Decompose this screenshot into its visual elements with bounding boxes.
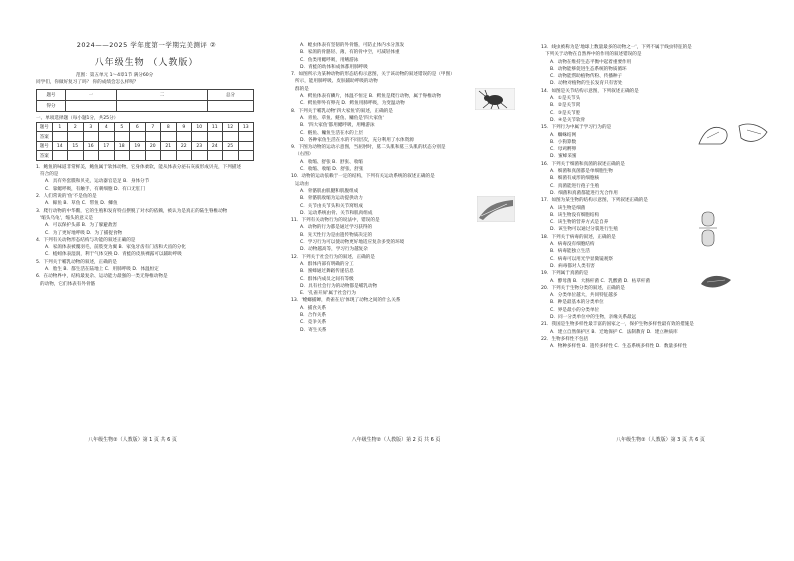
- exam-title: 2024——2025 学年度第一学期完美测评 ②: [76, 41, 217, 49]
- option-line: D．各种家鱼生活在水的不同层次，充分利用了水体资源: [300, 137, 414, 143]
- option-line: B．先天性行为是由遗传物质决定的: [300, 232, 373, 238]
- option-line: C．动物能帮助植物传粉、传播种子: [550, 74, 623, 80]
- option-line: A．家鸽体表被覆羽毛，前肢变为翼 B．家兔牙齿有门齿和犬齿的分化: [45, 245, 186, 251]
- option-line: A．鳄鱼体表有鳞片，体温不恒定 B．鳄鱼是爬行动物，属于脊椎动物: [300, 94, 441, 100]
- joint-figure: [695, 118, 771, 148]
- question-line: 下列关于动物在自然界中的作用的叙述错误的是: [545, 52, 642, 58]
- question-line: 3．爬行动物的中华鳖，它的生殖和发育特点摆脱了对水的依赖，被认为是真正的陆生脊椎动物: [36, 208, 228, 214]
- option-line: D．病毒都对人类有害: [550, 263, 595, 269]
- answer-number: 20: [145, 141, 161, 151]
- answer-cell[interactable]: [192, 132, 208, 142]
- answer-number: 22: [176, 141, 192, 151]
- score-table: [36, 89, 254, 112]
- option-line: D．动物对植物的生长发育只有害处: [550, 81, 623, 87]
- answer-number: 17: [99, 141, 115, 151]
- option-line: A．该生物是细菌: [550, 205, 586, 211]
- option-line: B．'四大家鱼'都用鳃呼吸，用鳍游泳: [300, 123, 375, 129]
- question-line: 11．下列有关动物行为的说法中，错误的是: [291, 218, 380, 224]
- option-line: B．蜜蜂通过舞蹈传递信息: [300, 269, 354, 275]
- answer-number: 25: [223, 141, 239, 151]
- option-line: A．细菌和真菌都是单细胞生物: [550, 169, 613, 175]
- question-line: 群的是: [295, 86, 309, 92]
- page-footer: 八年级生物②（人教版）第 2 页 共 6 页: [351, 437, 441, 443]
- option-line: D．青蛙的幼体和成体都用肺呼吸: [300, 64, 368, 70]
- option-line: B．②是关节窝: [550, 103, 581, 109]
- answer-cell[interactable]: [207, 132, 223, 142]
- question-line: 运动由: [295, 181, 309, 187]
- question-line: 2．人们常说的'鱼'不是鱼的是: [36, 194, 97, 200]
- answer-number: 4: [99, 122, 115, 132]
- option-line: D．动物越高等，学习行为越复杂: [300, 247, 368, 253]
- option-line: A．分类单位越大，共同特征越多: [550, 293, 618, 299]
- answer-cell[interactable]: [238, 132, 254, 142]
- option-line: B．种是最基本的分类单位: [550, 300, 604, 306]
- answer-cell[interactable]: [176, 151, 192, 161]
- option-line: A．青鱼、草鱼、鲢鱼、鳙鱼是'四大家鱼': [300, 115, 384, 121]
- answer-cell[interactable]: [145, 151, 161, 161]
- option-line: A．胎生 B．都生活在陆地上 C．用肺呼吸 D．体温恒定: [45, 267, 159, 273]
- insect-figure: [475, 88, 515, 110]
- section-heading: 一、单项选择题（每小题1分，共25分）: [36, 115, 119, 121]
- page-column-2: [265, 0, 527, 561]
- option-line: B．该生物没有细胞结构: [550, 212, 600, 218]
- answer-number: 9: [176, 122, 192, 132]
- option-line: A．物种多样性 B．遗传多样性 C．生态系统多样性 D．数量多样性: [550, 344, 687, 350]
- question-list: [291, 42, 519, 334]
- answer-number: 13: [238, 122, 254, 132]
- answer-header: 题号: [37, 122, 53, 132]
- answer-number: 5: [114, 122, 130, 132]
- option-line: C．靠鳃呼吸，有触手，有刺细胞 D．有口无肛门: [45, 186, 146, 192]
- option-line: A．鲸鱼 B．草鱼 C．带鱼 D．鲫鱼: [45, 201, 118, 207]
- answer-cell[interactable]: [161, 132, 177, 142]
- option-line: D．细菌和真菌都能进行光合作用: [550, 190, 618, 196]
- answer-cell[interactable]: [114, 151, 130, 161]
- question-line: 9．下图为动物的运动示意图，当屈肘时，肱二头肌和肱三头肌的状态分别是: [291, 145, 446, 151]
- option-line: A．群体内部有明确的分工: [300, 261, 354, 267]
- question-line: 18．下列关于病毒的叙述，正确的是: [541, 234, 616, 240]
- question-line: 10．动物的运动依赖于一定的结构，下列有关运动系统的叙述正确的是: [291, 174, 435, 180]
- option-line: C．学习行为可以使动物更好地适应复杂多变的环境: [300, 240, 405, 246]
- option-line: C．竞争关系: [300, 320, 327, 326]
- option-line: C．界是最小的分类单位: [550, 307, 600, 313]
- answer-header: 答案: [37, 151, 53, 161]
- answer-cell[interactable]: [68, 151, 84, 161]
- question-line: 5．下列关于哺乳动物的叙述，正确的是: [36, 259, 118, 265]
- answer-number: 15: [68, 141, 84, 151]
- answer-cell[interactable]: [176, 132, 192, 142]
- question-line: 8．下列关于哺乳动物'四大家鱼'的叙述，正确的是: [291, 108, 393, 114]
- page-footer: 八年级生物②（人教版）第 3 页 共 6 页: [616, 437, 705, 443]
- question-line: 7．如图所示为某种动物的形态结构示意图，关于该动物的叙述错误的是（甲图）: [291, 72, 455, 78]
- answer-cell[interactable]: [223, 132, 239, 142]
- option-line: A．病毒没有细胞结构: [550, 242, 595, 248]
- option-line: A．具有外套膜和贝壳，运动器官是足 B．身体分节: [45, 179, 150, 185]
- score-header: 二: [117, 89, 208, 100]
- answer-number: 7: [145, 122, 161, 132]
- option-line: B．病毒能独立生活: [550, 249, 590, 255]
- answer-cell[interactable]: [114, 132, 130, 142]
- option-line: A．可以保护头部 B．为了躲避敌害: [45, 223, 118, 229]
- exam-ask: 同学们，你做好复习了吗？ 你的成绩会怎么样呢？: [36, 80, 139, 86]
- option-line: B．细菌有成形的细胞核: [550, 176, 600, 182]
- answer-cell[interactable]: [130, 151, 146, 161]
- question-line: 6．在动物界中，结构最复杂、运动能力最强的一类无脊椎动物是: [36, 274, 168, 280]
- answer-number: 2: [68, 122, 84, 132]
- option-line: E．'孔雀开屏'属于社会行为: [300, 291, 356, 297]
- answer-number: 12: [223, 122, 239, 132]
- option-line: A．建立自然保护区 B．迁地保护 C．法制教育 D．建立种质库: [550, 329, 678, 335]
- option-line: C．③是关节腔: [550, 110, 581, 116]
- answer-cell[interactable]: [207, 151, 223, 161]
- question-line: 21．我国是生物多样性最丰富的国家之一，保护生物多样性最有效的措施是: [541, 322, 694, 328]
- option-line: D．该生物可以通过分裂进行生殖: [550, 227, 618, 233]
- answer-number: 6: [130, 122, 146, 132]
- option-line: A．捕食关系: [300, 305, 327, 311]
- option-line: C．母鸡孵卵: [550, 147, 577, 153]
- option-line: C．群体内成员之间有等级: [300, 276, 354, 282]
- page-column-1: [0, 0, 265, 561]
- question-line: 1．鲍鱼的味道非常鲜美，鲍鱼属于软体动物，它身体柔软，能从体表分泌石灰质形成贝壳，下列描述: [36, 164, 242, 170]
- bone-figure: [693, 210, 723, 248]
- score-cell[interactable]: [117, 100, 208, 111]
- score-header: 题号: [37, 89, 66, 100]
- option-line: C．为了更好地呼吸 D．为了捕捉食物: [45, 230, 123, 236]
- option-line: D．④是关节软骨: [550, 117, 586, 123]
- question-line: 14．如图是关节结构示意图，下列叙述正确的是: [541, 88, 639, 94]
- option-line: A．动物的行为都是通过学习获得的: [300, 225, 373, 231]
- question-line: 20．下列关于生物分类的叙述，正确的是: [541, 285, 625, 291]
- answer-cell[interactable]: [145, 132, 161, 142]
- score-header: 总分: [208, 89, 254, 100]
- arm-figure: [477, 196, 515, 222]
- organism-figure: [699, 272, 733, 290]
- answer-number: 19: [130, 141, 146, 151]
- question-line: 4．下列有关动物形态结构与功能的叙述正确的是: [36, 237, 136, 243]
- question-line: 12．下列关于社会行为的叙述，正确的是: [291, 254, 375, 260]
- answer-cell[interactable]: [99, 132, 115, 142]
- question-line: '缩头乌龟'，缩头的意义是: [40, 215, 94, 221]
- answer-header: 答案: [37, 132, 53, 142]
- option-line: B．骨骼肌收缩为运动提供动力: [300, 196, 363, 202]
- option-line: C．真菌能进行孢子生殖: [550, 183, 600, 189]
- option-line: A．①是关节头: [550, 96, 581, 102]
- answer-cell[interactable]: [99, 151, 115, 161]
- option-line: B．动物能够促进生态系统的物质循环: [550, 66, 627, 72]
- option-line: C．收缩、收缩 D．舒张、舒张: [300, 167, 364, 173]
- answer-number: 18: [114, 141, 130, 151]
- answer-number: 1: [52, 122, 68, 132]
- option-line: C．鲢鱼、鳙鱼生活在水的上层: [300, 130, 363, 136]
- question-list: [36, 164, 257, 288]
- question-line: 符合的是: [40, 172, 59, 178]
- option-line: B．小狗算数: [550, 139, 577, 145]
- option-line: A．酵母菌 B．大肠杆菌 C．乳酸菌 D．枯草杆菌: [550, 278, 651, 284]
- question-line: 的动物，它们体表有外骨骼: [40, 281, 96, 287]
- option-line: B．合作关系: [300, 312, 327, 318]
- answer-cell[interactable]: [130, 132, 146, 142]
- question-line: 15．下列行为中属于学习行为的是: [541, 125, 612, 131]
- answer-cell[interactable]: [52, 132, 68, 142]
- answer-number: 23: [192, 141, 208, 151]
- question-line: 所示，能用肺呼吸、皮肤辅助呼吸的动物: [295, 79, 378, 85]
- answer-number: 8: [161, 122, 177, 132]
- answer-number: 24: [207, 141, 223, 151]
- option-line: D．同一分类单位中的生物，亲缘关系最远: [550, 314, 637, 320]
- question-line: 13．线虫被称为是'地球上数量最多的动物之一'，下列不属于线虫特征的是: [541, 45, 692, 50]
- answer-cell[interactable]: [68, 132, 84, 142]
- score-label: 得分: [37, 100, 66, 111]
- option-line: C．鱼类用鳃呼吸，用鳍游泳: [300, 57, 359, 63]
- option-line: A．收缩、舒张 B．舒张、收缩: [300, 159, 363, 165]
- answer-cell[interactable]: [238, 151, 254, 161]
- exam-subtitle: 八年级生物 （人教版）: [94, 58, 199, 68]
- question-line: 22．生物多样性不包括: [541, 336, 589, 342]
- answer-number: 3: [83, 122, 99, 132]
- question-line: 17．如图为某生物的结构示意图，下列叙述正确的是: [541, 198, 648, 204]
- answer-table: [36, 122, 254, 161]
- question-line: 13．'螳螂捕蝉，黄雀在后'体现了动物之间的什么关系: [291, 298, 401, 304]
- answer-header: 题号: [37, 141, 53, 151]
- answer-number: 11: [207, 122, 223, 132]
- option-line: A．动物在维持生态平衡中起着重要作用: [550, 59, 632, 65]
- question-list: [541, 44, 782, 350]
- score-cell[interactable]: [66, 100, 117, 111]
- answer-number: 16: [83, 141, 99, 151]
- question-line: 16．下列关于细菌和真菌的叙述正确的是: [541, 161, 625, 167]
- option-line: C．病毒可以用光学显微镜观察: [550, 256, 613, 262]
- answer-number: 10: [192, 122, 208, 132]
- option-line: D．具有社会行为的动物都是哺乳动物: [300, 283, 378, 289]
- answer-cell[interactable]: [223, 151, 239, 161]
- option-line: D．蜜蜂采蜜: [550, 154, 577, 160]
- option-line: A．蜘蛛结网: [550, 132, 577, 138]
- answer-number: 21: [161, 141, 177, 151]
- answer-cell[interactable]: [83, 132, 99, 142]
- option-line: C．鳄鱼卵外有卵壳 D．鳄鱼用肺呼吸，为变温动物: [300, 101, 405, 107]
- answer-cell[interactable]: [192, 151, 208, 161]
- option-line: D．运动系统由骨、关节和肌肉组成: [300, 210, 373, 216]
- option-line: D．寄生关系: [300, 327, 327, 333]
- answer-cell[interactable]: [161, 151, 177, 161]
- page-column-3: [527, 0, 794, 561]
- answer-cell[interactable]: [83, 151, 99, 161]
- question-line: （右图）: [295, 152, 314, 158]
- option-line: B．家鸽的骨骼轻、薄，有的骨中空，可减轻体重: [300, 50, 400, 56]
- exam-scope: 范围：第五单元 1～4章1节 满分60分: [76, 73, 154, 78]
- option-line: A．蝗虫体表有坚韧的外骨骼，可防止体内水分蒸发: [300, 43, 405, 48]
- option-line: A．骨骼肌由肌腱和肌腹组成: [300, 188, 359, 194]
- option-line: C．蚯蚓体表湿润，利于气体交换 D．青蛙的皮肤裸露可以辅助呼吸: [45, 252, 182, 258]
- option-line: C．该生物的营养方式是自养: [550, 220, 609, 226]
- score-header: 一: [66, 89, 117, 100]
- option-line: C．关节由关节头和关节窝组成: [300, 203, 363, 209]
- page-footer: 八年级生物②（人教版）第 1 页 共 6 页: [88, 437, 177, 443]
- answer-number: 14: [52, 141, 68, 151]
- answer-cell[interactable]: [52, 151, 68, 161]
- score-cell[interactable]: [208, 100, 254, 111]
- question-line: 19．下列属于真菌的是: [541, 271, 589, 277]
- answer-number: [238, 141, 254, 151]
